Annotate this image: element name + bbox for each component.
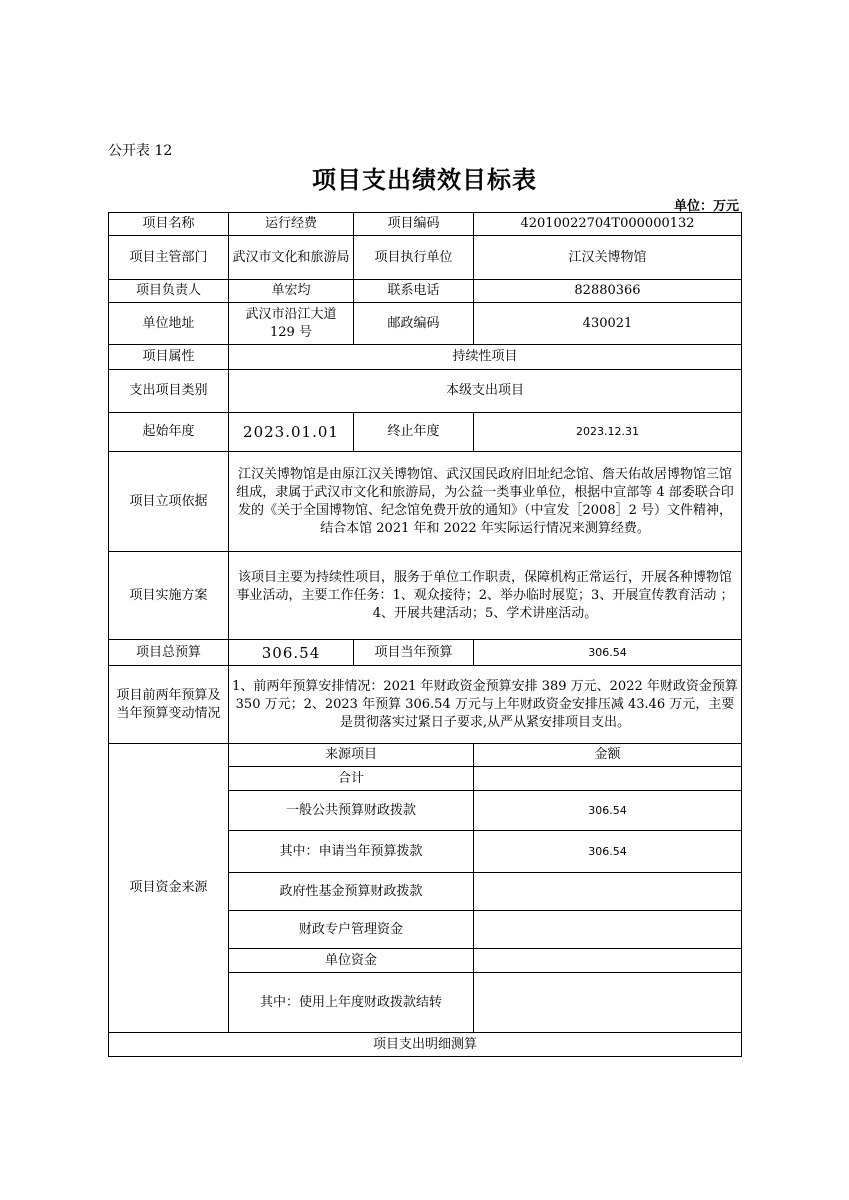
table-row (109, 370, 742, 413)
project-name-label: 项目名称 (109, 213, 229, 236)
end-label: 终止年度 (354, 413, 474, 452)
year-budget-label: 项目当年预算 (354, 640, 474, 666)
basis-label: 项目立项依据 (109, 452, 229, 552)
plan-text: 该项目主要为持续性项目，服务于单位工作职责，保障机构正常运行，开展各种博物馆事业活动，主要工作任务：1、观众接待；2、举办临时展览；3、开展宣传教育活动 ；4、开展共建活动；5、学术讲座活动。 (229, 552, 742, 640)
funding-amount (474, 949, 742, 973)
funding-source: 政府性基金预算财政拨款 (229, 873, 474, 911)
funding-amount: 306.54 (474, 791, 742, 831)
funding-amount (474, 973, 742, 1033)
dept-value: 武汉市文化和旅游局 (229, 236, 354, 280)
year-budget-value: 306.54 (474, 640, 742, 666)
start-value: 2023.01.01 (229, 413, 354, 452)
funding-amount: 306.54 (474, 831, 742, 873)
form-number: 公开表 12 (108, 143, 173, 159)
funding-amount (474, 911, 742, 949)
funding-source: 财政专户管理资金 (229, 911, 474, 949)
funding-amount (474, 873, 742, 911)
funding-source: 单位资金 (229, 949, 474, 973)
address-label: 单位地址 (109, 303, 229, 345)
change-label: 项目前两年预算及当年预算变动情况 (109, 666, 229, 744)
project-code-value: 42010022704T000000132 (474, 213, 742, 236)
postcode-value: 430021 (474, 303, 742, 345)
category-value: 本级支出项目 (229, 370, 742, 413)
postcode-label: 邮政编码 (354, 303, 474, 345)
funding-col-amount: 金额 (474, 744, 742, 767)
start-label: 起始年度 (109, 413, 229, 452)
table-row (109, 303, 742, 345)
funding-source: 合计 (229, 767, 474, 791)
funding-col-source: 来源项目 (229, 744, 474, 767)
total-budget-value: 306.54 (229, 640, 354, 666)
table-row (109, 236, 742, 280)
leader-label: 项目负责人 (109, 280, 229, 303)
dept-label: 项目主管部门 (109, 236, 229, 280)
table-row (109, 213, 742, 236)
attr-value: 持续性项目 (229, 345, 742, 370)
phone-label: 联系电话 (354, 280, 474, 303)
address-value: 武汉市沿江大道 129 号 (229, 303, 354, 345)
table-row (109, 413, 742, 452)
performance-target-table (108, 212, 742, 1057)
leader-value: 单宏均 (229, 280, 354, 303)
funding-header-row (109, 744, 742, 767)
project-name-value: 运行经费 (229, 213, 354, 236)
table-row (109, 345, 742, 370)
funding-source: 其中：申请当年预算拨款 (229, 831, 474, 873)
project-code-label: 项目编码 (354, 213, 474, 236)
funding-source: 其中：使用上年度财政拨款结转 (229, 973, 474, 1033)
category-label: 支出项目类别 (109, 370, 229, 413)
table-row (109, 552, 742, 640)
funding-amount (474, 767, 742, 791)
basis-text: 江汉关博物馆是由原江汉关博物馆、武汉国民政府旧址纪念馆、詹天佑故居博物馆三馆组成，隶属于武汉市文化和旅游局，为公益一类事业单位，根据中宣部等 4 部委联合印发的《关于全国博物馆、纪念馆免费开放的通知》（中宣发［2008］2 号）文件精神，结合本馆 2021 年和 2022 年实际运行情况来测算经费。 (229, 452, 742, 552)
page-title: 项目支出绩效目标表 (312, 166, 537, 194)
attr-label: 项目属性 (109, 345, 229, 370)
change-text: 1、前两年预算安排情况：2021 年财政资金预算安排 389 万元、2022 年财政资金预算 350 万元；2、2023 年预算 306.54 万元与上年财政资金安排压减 43.46 万元，主要是贯彻落实过紧日子要求,从严从紧安排项目支出。 (229, 666, 742, 744)
phone-value: 82880366 (474, 280, 742, 303)
funding-source: 一般公共预算财政拨款 (229, 791, 474, 831)
table-row (109, 1033, 742, 1057)
table-row (109, 452, 742, 552)
unit-label: 单位：万元 (673, 199, 739, 214)
plan-label: 项目实施方案 (109, 552, 229, 640)
exec-unit-label: 项目执行单位 (354, 236, 474, 280)
table-row (109, 640, 742, 666)
total-budget-label: 项目总预算 (109, 640, 229, 666)
funding-label: 项目资金来源 (109, 744, 229, 1033)
table-row (109, 280, 742, 303)
exec-unit-value: 江汉关博物馆 (474, 236, 742, 280)
end-value: 2023.12.31 (474, 413, 742, 452)
table-row (109, 666, 742, 744)
detail-calc-row: 项目支出明细测算 (109, 1033, 742, 1057)
